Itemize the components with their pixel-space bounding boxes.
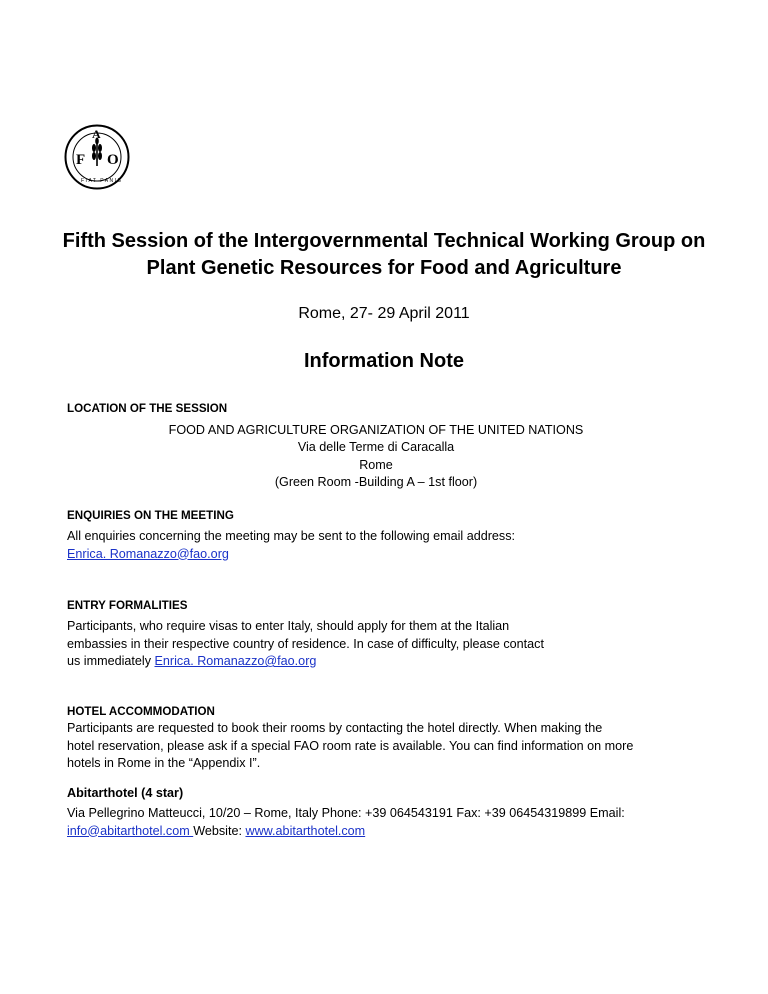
location-heading: LOCATION OF THE SESSION bbox=[67, 402, 228, 415]
logo-letter-f: F bbox=[76, 152, 86, 168]
hotel-website-link[interactable]: www.abitarthotel.com bbox=[245, 823, 366, 838]
address-line-2: Via delle Terme di Caracalla bbox=[297, 440, 455, 455]
hotel-name: Abitarthotel (4 star) bbox=[67, 786, 184, 800]
entry-line-3: us immediately bbox=[67, 654, 155, 668]
address-line-1: FOOD AND AGRICULTURE ORGANIZATION OF THE UNITED NATIONS bbox=[168, 423, 584, 437]
session-dates: Rome, 27- 29 April 2011 bbox=[298, 305, 470, 322]
hotel-line-2: hotel reservation, please ask if a special FAO room rate is available. You can find information on more bbox=[67, 738, 634, 753]
document-title bbox=[40, 228, 728, 282]
title-line-2: Plant Genetic Resources for Food and Agriculture bbox=[146, 257, 622, 279]
title-line-1: Fifth Session of the Intergovernmental Technical Working Group on bbox=[62, 230, 706, 252]
hotel-body bbox=[67, 720, 717, 773]
logo-motto: FIAT PANIS bbox=[81, 178, 123, 184]
entry-email-link[interactable]: Enrica. Romanazzo@fao.org bbox=[154, 654, 317, 668]
address-line-3: Rome bbox=[359, 457, 393, 472]
entry-line-1: Participants, who require visas to enter Italy, should apply for them at the Italian bbox=[67, 619, 510, 633]
enquiries-email-link[interactable]: Enrica. Romanazzo@fao.org bbox=[67, 546, 229, 561]
entry-line-2: embassies in their respective country of residence. In case of difficulty, please contact bbox=[67, 636, 544, 651]
hotel-heading: HOTEL ACCOMMODATION bbox=[67, 705, 215, 718]
fao-logo bbox=[64, 124, 130, 190]
enquiries-heading: ENQUIRIES ON THE MEETING bbox=[67, 509, 234, 522]
hotel-line-3: hotels in Rome in the “Appendix I”. bbox=[67, 756, 261, 770]
logo-letter-o: O bbox=[107, 152, 119, 168]
address-line-4: (Green Room -Building A – 1st floor) bbox=[274, 474, 478, 489]
entry-heading: ENTRY FORMALITIES bbox=[67, 599, 188, 612]
hotel-address-line: Via Pellegrino Matteucci, 10/20 – Rome, Italy Phone: +39 064543191 Fax: +39 06454319899 Email: bbox=[67, 806, 625, 820]
logo-letter-a: A bbox=[92, 127, 101, 141]
hotel-website-label: Website: bbox=[193, 823, 246, 838]
enquiries-body bbox=[67, 528, 717, 563]
hotel-line-1: Participants are requested to book their rooms by contacting the hotel directly. When making the bbox=[67, 721, 603, 735]
location-address bbox=[67, 422, 685, 491]
information-note-title: Information Note bbox=[304, 350, 464, 372]
hotel-details bbox=[67, 805, 717, 840]
entry-body bbox=[67, 618, 717, 671]
hotel-email-link[interactable]: info@abitarthotel.com bbox=[67, 823, 194, 838]
enquiries-text: All enquiries concerning the meeting may be sent to the following email address: bbox=[67, 529, 516, 543]
